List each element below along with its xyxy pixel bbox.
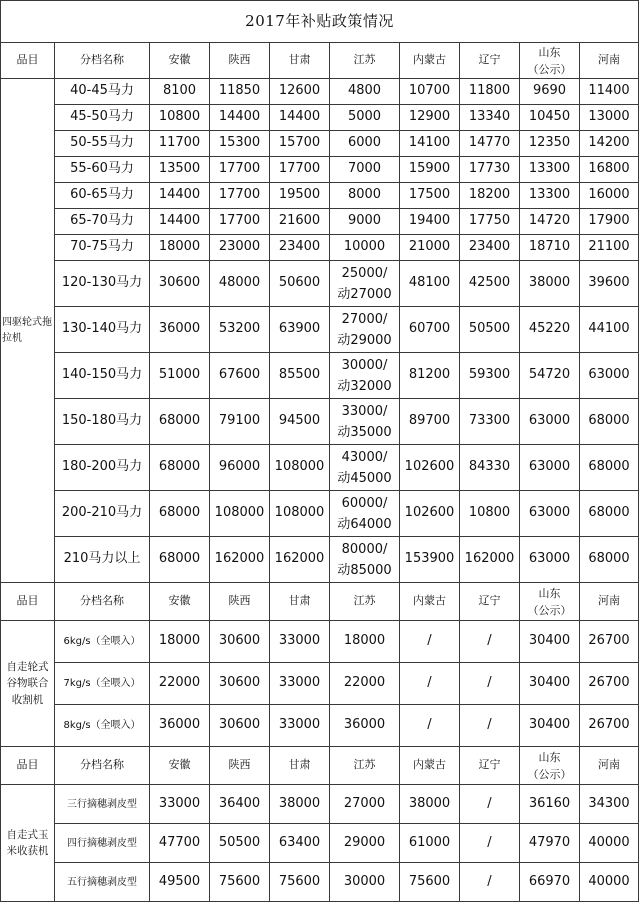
cell-henan: 68000 — [580, 537, 638, 582]
cell-anhui: 68000 — [150, 537, 209, 582]
header-category: 品目 — [1, 43, 54, 78]
header-shandong — [520, 583, 579, 620]
cell-jiangsu: 6000 — [330, 131, 399, 156]
cell-jiangsu: 27000 — [330, 785, 399, 823]
header-tier: 分档名称 — [55, 583, 149, 620]
cell-shandong: 30400 — [520, 663, 579, 704]
jiangsu-powershift-value: 动85000 — [337, 562, 392, 578]
cell-shandong: 54720 — [520, 353, 579, 398]
cell-anhui: 49500 — [150, 863, 209, 901]
cell-liaoning: 50500 — [460, 307, 519, 352]
cell-gansu: 162000 — [270, 537, 329, 582]
cell-shaanxi: 30600 — [210, 705, 269, 746]
cell-gansu: 50600 — [270, 261, 329, 306]
cell-neimenggu: 102600 — [400, 445, 459, 490]
cell-jiangsu — [330, 307, 399, 352]
cell-liaoning: / — [460, 621, 519, 662]
header-shaanxi: 陕西 — [210, 43, 269, 78]
cell-neimenggu: 81200 — [400, 353, 459, 398]
cell-gansu: 17700 — [270, 157, 329, 182]
cell-anhui: 18000 — [150, 621, 209, 662]
tier-cell: 180-200马力 — [55, 445, 149, 490]
tier-cell: 65-70马力 — [55, 209, 149, 234]
cell-anhui: 33000 — [150, 785, 209, 823]
cell-liaoning: / — [460, 705, 519, 746]
tier-cell: 55-60马力 — [55, 157, 149, 182]
header-jiangsu: 江苏 — [330, 747, 399, 784]
cell-neimenggu: / — [400, 663, 459, 704]
header-liaoning: 辽宁 — [460, 747, 519, 784]
cell-shandong: 9690 — [520, 79, 579, 104]
cell-neimenggu: / — [400, 621, 459, 662]
cell-shaanxi: 30600 — [210, 663, 269, 704]
cell-liaoning: / — [460, 824, 519, 862]
jiangsu-standard-value: 80000/ — [341, 541, 388, 557]
cell-neimenggu: 21000 — [400, 235, 459, 260]
cell-neimenggu: 61000 — [400, 824, 459, 862]
cell-gansu: 33000 — [270, 705, 329, 746]
cell-henan: 26700 — [580, 621, 638, 662]
cell-shaanxi: 17700 — [210, 209, 269, 234]
cell-shaanxi: 50500 — [210, 824, 269, 862]
cell-anhui: 14400 — [150, 209, 209, 234]
cell-shandong: 63000 — [520, 491, 579, 536]
cell-jiangsu: 18000 — [330, 621, 399, 662]
cell-shaanxi: 79100 — [210, 399, 269, 444]
header-shandong — [520, 43, 579, 78]
cell-jiangsu: 7000 — [330, 157, 399, 182]
cell-shandong: 30400 — [520, 621, 579, 662]
cell-shandong: 13300 — [520, 183, 579, 208]
cell-anhui: 36000 — [150, 307, 209, 352]
cell-jiangsu: 22000 — [330, 663, 399, 704]
header-shandong-name: 山东 — [538, 45, 561, 59]
cell-jiangsu — [330, 445, 399, 490]
header-henan: 河南 — [580, 747, 638, 784]
cell-anhui: 30600 — [150, 261, 209, 306]
cell-henan: 11400 — [580, 79, 638, 104]
tier-cell: 50-55马力 — [55, 131, 149, 156]
cell-gansu: 23400 — [270, 235, 329, 260]
cell-neimenggu: 89700 — [400, 399, 459, 444]
jiangsu-powershift-value: 动32000 — [337, 378, 392, 394]
header-gansu: 甘肃 — [270, 43, 329, 78]
cell-shaanxi: 11850 — [210, 79, 269, 104]
tier-cell: 45-50马力 — [55, 105, 149, 130]
cell-shaanxi: 96000 — [210, 445, 269, 490]
tier-cell: 200-210马力 — [55, 491, 149, 536]
cell-neimenggu: 48100 — [400, 261, 459, 306]
cell-jiangsu: 36000 — [330, 705, 399, 746]
cell-shandong: 36160 — [520, 785, 579, 823]
cell-gansu: 33000 — [270, 621, 329, 662]
cell-anhui: 8100 — [150, 79, 209, 104]
cell-shandong: 12350 — [520, 131, 579, 156]
cell-neimenggu: 19400 — [400, 209, 459, 234]
cell-anhui: 11700 — [150, 131, 209, 156]
header-anhui: 安徽 — [150, 43, 209, 78]
cell-shaanxi: 15300 — [210, 131, 269, 156]
cell-anhui: 14400 — [150, 183, 209, 208]
cell-anhui: 68000 — [150, 399, 209, 444]
header-liaoning: 辽宁 — [460, 43, 519, 78]
cell-shandong: 63000 — [520, 399, 579, 444]
cell-neimenggu: 15900 — [400, 157, 459, 182]
tier-cell: 五行摘穗剥皮型 — [55, 863, 149, 901]
header-liaoning: 辽宁 — [460, 583, 519, 620]
cell-gansu: 108000 — [270, 491, 329, 536]
jiangsu-standard-value: 60000/ — [341, 495, 388, 511]
cell-henan: 26700 — [580, 663, 638, 704]
cell-jiangsu: 5000 — [330, 105, 399, 130]
cell-shandong: 45220 — [520, 307, 579, 352]
cell-shaanxi: 36400 — [210, 785, 269, 823]
cell-henan: 39600 — [580, 261, 638, 306]
cell-gansu: 12600 — [270, 79, 329, 104]
cell-henan: 44100 — [580, 307, 638, 352]
cell-liaoning: 13340 — [460, 105, 519, 130]
cell-jiangsu: 30000 — [330, 863, 399, 901]
cell-liaoning: 59300 — [460, 353, 519, 398]
cell-gansu: 108000 — [270, 445, 329, 490]
header-neimenggu: 内蒙古 — [400, 583, 459, 620]
cell-shandong: 63000 — [520, 445, 579, 490]
header-anhui: 安徽 — [150, 747, 209, 784]
tier-cell: 140-150马力 — [55, 353, 149, 398]
cell-jiangsu: 10000 — [330, 235, 399, 260]
cell-anhui: 36000 — [150, 705, 209, 746]
header-shandong-name: 山东 — [538, 586, 561, 600]
cell-neimenggu: 38000 — [400, 785, 459, 823]
header-category: 品目 — [1, 583, 54, 620]
cell-gansu: 38000 — [270, 785, 329, 823]
cell-jiangsu: 8000 — [330, 183, 399, 208]
cell-henan: 26700 — [580, 705, 638, 746]
header-henan: 河南 — [580, 43, 638, 78]
jiangsu-standard-value: 25000/ — [341, 265, 388, 281]
cell-henan: 40000 — [580, 824, 638, 862]
cell-neimenggu: / — [400, 705, 459, 746]
cell-anhui: 47700 — [150, 824, 209, 862]
cell-shaanxi: 75600 — [210, 863, 269, 901]
tier-cell: 70-75马力 — [55, 235, 149, 260]
cell-gansu: 14400 — [270, 105, 329, 130]
cell-liaoning: 11800 — [460, 79, 519, 104]
cell-jiangsu — [330, 537, 399, 582]
cell-neimenggu: 12900 — [400, 105, 459, 130]
cell-shaanxi: 23000 — [210, 235, 269, 260]
cell-neimenggu: 10700 — [400, 79, 459, 104]
cell-anhui: 68000 — [150, 491, 209, 536]
jiangsu-powershift-value: 动27000 — [337, 286, 392, 302]
tier-cell: 120-130马力 — [55, 261, 149, 306]
cell-shaanxi: 67600 — [210, 353, 269, 398]
cell-anhui: 68000 — [150, 445, 209, 490]
cell-henan: 21100 — [580, 235, 638, 260]
cell-liaoning: 17750 — [460, 209, 519, 234]
cell-gansu: 63900 — [270, 307, 329, 352]
cell-henan: 13000 — [580, 105, 638, 130]
category-cell: 四驱轮式拖拉机 — [1, 79, 54, 582]
cell-liaoning: 23400 — [460, 235, 519, 260]
header-neimenggu: 内蒙古 — [400, 747, 459, 784]
header-shaanxi: 陕西 — [210, 747, 269, 784]
cell-liaoning: 10800 — [460, 491, 519, 536]
cell-jiangsu: 29000 — [330, 824, 399, 862]
cell-shandong: 30400 — [520, 705, 579, 746]
cell-liaoning: 18200 — [460, 183, 519, 208]
header-shandong-name: 山东 — [538, 750, 561, 764]
cell-henan: 68000 — [580, 491, 638, 536]
header-henan: 河南 — [580, 583, 638, 620]
cell-gansu: 63400 — [270, 824, 329, 862]
cell-gansu: 15700 — [270, 131, 329, 156]
cell-shaanxi: 17700 — [210, 157, 269, 182]
jiangsu-powershift-value: 动35000 — [337, 424, 392, 440]
cell-liaoning: 162000 — [460, 537, 519, 582]
header-jiangsu: 江苏 — [330, 43, 399, 78]
cell-henan: 68000 — [580, 445, 638, 490]
jiangsu-powershift-value: 动64000 — [337, 516, 392, 532]
header-tier: 分档名称 — [55, 43, 149, 78]
cell-liaoning: 73300 — [460, 399, 519, 444]
cell-neimenggu: 60700 — [400, 307, 459, 352]
cell-henan: 16000 — [580, 183, 638, 208]
tier-cell: 60-65马力 — [55, 183, 149, 208]
jiangsu-powershift-value: 动45000 — [337, 470, 392, 486]
cell-henan: 68000 — [580, 399, 638, 444]
table-title: 2017年补贴政策情况 — [1, 1, 638, 42]
cell-jiangsu: 9000 — [330, 209, 399, 234]
cell-gansu: 85500 — [270, 353, 329, 398]
cell-anhui: 13500 — [150, 157, 209, 182]
cell-anhui: 51000 — [150, 353, 209, 398]
category-cell: 自走式玉米收获机 — [1, 785, 54, 901]
cell-liaoning: 14770 — [460, 131, 519, 156]
cell-shandong: 63000 — [520, 537, 579, 582]
cell-jiangsu — [330, 491, 399, 536]
cell-gansu: 19500 — [270, 183, 329, 208]
cell-neimenggu: 14100 — [400, 131, 459, 156]
jiangsu-powershift-value: 动29000 — [337, 332, 392, 348]
cell-liaoning: / — [460, 863, 519, 901]
cell-liaoning: / — [460, 663, 519, 704]
tier-cell: 210马力以上 — [55, 537, 149, 582]
cell-henan: 14200 — [580, 131, 638, 156]
cell-jiangsu — [330, 261, 399, 306]
jiangsu-standard-value: 27000/ — [341, 311, 388, 327]
cell-shaanxi: 17700 — [210, 183, 269, 208]
cell-gansu: 33000 — [270, 663, 329, 704]
tier-cell: 150-180马力 — [55, 399, 149, 444]
header-shandong-note: （公示） — [527, 767, 572, 781]
cell-shaanxi: 14400 — [210, 105, 269, 130]
cell-anhui: 18000 — [150, 235, 209, 260]
cell-henan: 34300 — [580, 785, 638, 823]
cell-shandong: 10450 — [520, 105, 579, 130]
cell-shaanxi: 53200 — [210, 307, 269, 352]
tier-cell: 40-45马力 — [55, 79, 149, 104]
header-tier: 分档名称 — [55, 747, 149, 784]
cell-henan: 16800 — [580, 157, 638, 182]
header-shandong-note: （公示） — [527, 62, 572, 76]
header-shandong-note: （公示） — [527, 603, 572, 617]
cell-neimenggu: 17500 — [400, 183, 459, 208]
cell-neimenggu: 153900 — [400, 537, 459, 582]
cell-henan: 17900 — [580, 209, 638, 234]
category-cell: 自走轮式谷物联合收割机 — [1, 621, 54, 746]
cell-shandong: 14720 — [520, 209, 579, 234]
cell-shandong: 47970 — [520, 824, 579, 862]
cell-henan: 40000 — [580, 863, 638, 901]
tier-cell: 8kg/s（全喂入） — [55, 705, 149, 746]
header-category: 品目 — [1, 747, 54, 784]
jiangsu-standard-value: 33000/ — [341, 403, 388, 419]
cell-shandong: 18710 — [520, 235, 579, 260]
tier-cell: 三行摘穗剥皮型 — [55, 785, 149, 823]
cell-shandong: 66970 — [520, 863, 579, 901]
cell-gansu: 21600 — [270, 209, 329, 234]
cell-liaoning: / — [460, 785, 519, 823]
cell-jiangsu — [330, 353, 399, 398]
tier-cell: 130-140马力 — [55, 307, 149, 352]
header-anhui: 安徽 — [150, 583, 209, 620]
header-shandong — [520, 747, 579, 784]
header-shaanxi: 陕西 — [210, 583, 269, 620]
cell-liaoning: 17730 — [460, 157, 519, 182]
cell-shandong: 38000 — [520, 261, 579, 306]
cell-shandong: 13300 — [520, 157, 579, 182]
cell-gansu: 75600 — [270, 863, 329, 901]
header-jiangsu: 江苏 — [330, 583, 399, 620]
cell-anhui: 10800 — [150, 105, 209, 130]
cell-shaanxi: 108000 — [210, 491, 269, 536]
cell-jiangsu: 4800 — [330, 79, 399, 104]
cell-neimenggu: 75600 — [400, 863, 459, 901]
cell-jiangsu — [330, 399, 399, 444]
header-gansu: 甘肃 — [270, 583, 329, 620]
jiangsu-standard-value: 30000/ — [341, 357, 388, 373]
tier-cell: 6kg/s（全喂入） — [55, 621, 149, 662]
cell-henan: 63000 — [580, 353, 638, 398]
cell-shaanxi: 30600 — [210, 621, 269, 662]
cell-liaoning: 42500 — [460, 261, 519, 306]
cell-liaoning: 84330 — [460, 445, 519, 490]
cell-shaanxi: 48000 — [210, 261, 269, 306]
cell-neimenggu: 102600 — [400, 491, 459, 536]
tier-cell: 四行摘穗剥皮型 — [55, 824, 149, 862]
tier-cell: 7kg/s（全喂入） — [55, 663, 149, 704]
header-gansu: 甘肃 — [270, 747, 329, 784]
jiangsu-standard-value: 43000/ — [341, 449, 388, 465]
cell-shaanxi: 162000 — [210, 537, 269, 582]
cell-anhui: 22000 — [150, 663, 209, 704]
header-neimenggu: 内蒙古 — [400, 43, 459, 78]
cell-gansu: 94500 — [270, 399, 329, 444]
